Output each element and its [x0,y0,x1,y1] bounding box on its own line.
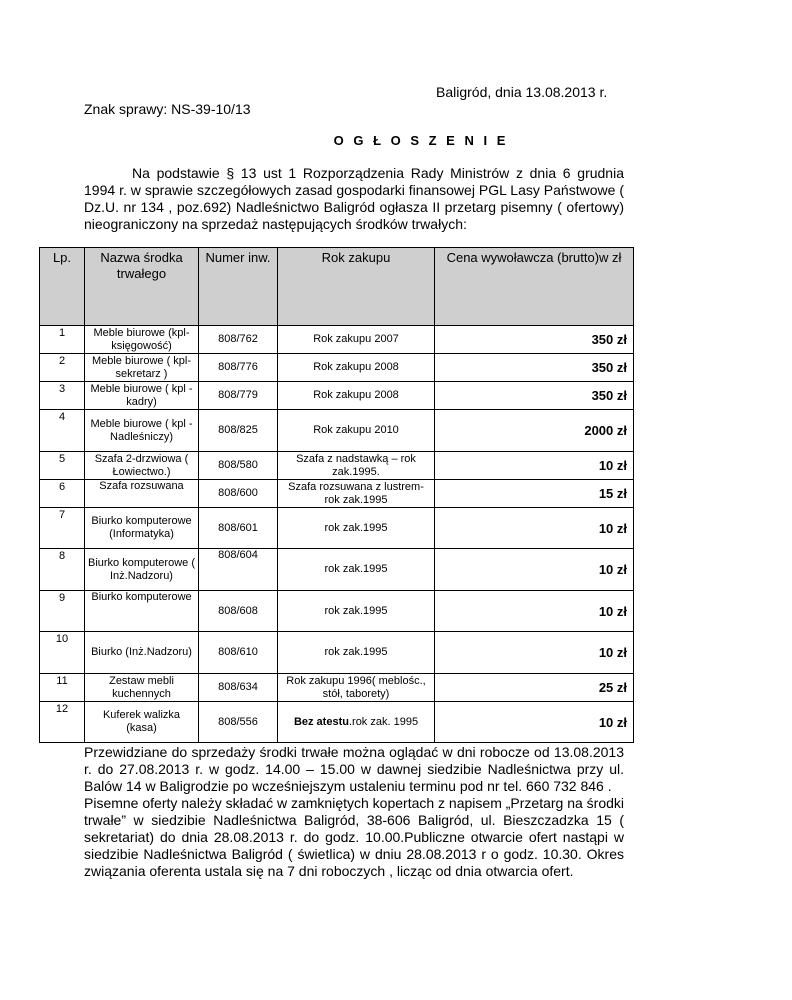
cell-name: Meble biurowe (kpl-księgowość) [85,326,199,354]
intro-paragraph: Na podstawie § 13 ust 1 Rozporządzenia Rady Ministrów z dnia 6 grudnia 1994 r. w sprawie szczegółowych zasad gospodarki finansowej PGL Lasy Państwowe ( Dz.U. nr 134 , poz.692) Nadleśnictwo Baligród ogłasza II przetarg pisemny ( ofertowy) nieograniczony na sprzedaż następujących środków trwałych: [84,165,624,232]
cell-name: Meble biurowe ( kpl- sekretarz ) [85,354,199,382]
cell-year: Rok zakupu 2008 [278,354,435,382]
cell-price: 350 zł [435,382,634,410]
case-number: Znak sprawy: NS-39-10/13 [84,101,251,117]
cell-year: Rok zakupu 2010 [278,410,435,452]
cell-name: Biurko (Inż.Nadzoru) [85,632,199,674]
cell-year: rok zak.1995 [278,591,435,632]
cell-inventory-number: 808/600 [199,480,278,508]
cell-inventory-number: 808/610 [199,632,278,674]
cell-price: 15 zł [435,480,634,508]
cell-inventory-number: 808/604 [199,549,278,591]
cell-name: Kuferek walizka (kasa) [85,702,199,743]
closing-text [84,744,624,880]
cell-price: 10 zł [435,508,634,549]
cell-price: 350 zł [435,354,634,382]
cell-lp: 2 [40,354,85,382]
cell-lp: 10 [40,632,85,674]
cell-year: rok zak.1995 [278,508,435,549]
cell-name: Biurko komputerowe ( Inż.Nadzoru) [85,549,199,591]
header-lp: Lp. [40,248,85,326]
table-row [40,480,634,508]
cell-price: 10 zł [435,632,634,674]
cell-price: 10 zł [435,591,634,632]
header-name: Nazwa środka trwałego [85,248,199,326]
cell-inventory-number: 808/556 [199,702,278,743]
assets-table [39,247,634,743]
cell-inventory-number: 808/580 [199,452,278,480]
cell-name: Biurko komputerowe [85,591,199,632]
cell-inventory-number: 808/825 [199,410,278,452]
cell-lp: 12 [40,702,85,743]
cell-name: Biurko komputerowe (Informatyka) [85,508,199,549]
cell-lp: 9 [40,591,85,632]
cell-price: 25 zł [435,674,634,702]
table-row [40,674,634,702]
cell-year: Rok zakupu 2007 [278,326,435,354]
table-row [40,632,634,674]
cell-lp: 3 [40,382,85,410]
header-inventory-number: Numer inw. [199,248,278,326]
cell-inventory-number: 808/601 [199,508,278,549]
cell-price: 10 zł [435,452,634,480]
cell-year: rok zak.1995 [278,632,435,674]
no-certificate-note: Bez atestu [293,715,349,728]
cell-year: rok zak.1995 [278,549,435,591]
cell-name: Szafa rozsuwana [85,480,199,508]
cell-inventory-number: 808/779 [199,382,278,410]
cell-price: 10 zł [435,549,634,591]
cell-inventory-number: 808/608 [199,591,278,632]
cell-name: Zestaw mebli kuchennych [85,674,199,702]
offers-info-paragraph: Pisemne oferty należy składać w zamkniętych kopertach z napisem „Przetarg na środki trwałe” w siedzibie Nadleśnictwa Baligród, 38-606 Baligród, ul. Bieszczadzka 15 ( sekretariat) do dnia 28.08.2013 r. do godz. 10.00.Publiczne otwarcie ofert nastąpi w siedzibie Nadleśnictwa Baligród ( świetlica) w dniu 28.08.2013 r o godz. 10.30. Okres związania oferenta ustala się na 7 dni roboczych , licząc od dnia otwarcia ofert. [84,795,625,879]
place-and-date: Baligród, dnia 13.08.2013 r. [436,84,608,100]
cell-lp: 11 [40,674,85,702]
cell-name: Meble biurowe ( kpl - Nadleśniczy) [85,410,199,452]
table-row [40,410,634,452]
table-row [40,452,634,480]
table-row [40,549,634,591]
table-row [40,354,634,382]
cell-lp: 4 [40,410,85,452]
table-row [40,382,634,410]
table-row [40,326,634,354]
cell-year: Szafa z nadstawką – rok zak.1995. [278,452,435,480]
cell-year [278,702,435,743]
cell-year: Rok zakupu 1996( meblośc., stół, taborety) [278,674,435,702]
cell-year: Rok zakupu 2008 [278,382,435,410]
cell-inventory-number: 808/776 [199,354,278,382]
cell-year: Szafa rozsuwana z lustrem-rok zak.1995 [278,480,435,508]
cell-year-text: .rok zak. 1995 [348,715,419,728]
cell-price: 10 zł [435,702,634,743]
cell-lp: 5 [40,452,85,480]
cell-name: Szafa 2-drzwiowa ( Łowiectwo.) [85,452,199,480]
table-row [40,508,634,549]
cell-lp: 6 [40,480,85,508]
table-row [40,702,634,743]
cell-lp: 7 [40,508,85,549]
table-header-row [40,248,634,326]
cell-price: 2000 zł [435,410,634,452]
document-title: O G Ł O S Z E N I E [333,133,509,148]
header-starting-price: Cena wywoławcza (brutto)w zł [435,248,634,326]
cell-inventory-number: 808/762 [199,326,278,354]
cell-name: Meble biurowe ( kpl - kadry) [85,382,199,410]
viewing-info-paragraph: Przewidziane do sprzedaży środki trwałe można oglądać w dni robocze od 13.08.2013 r. do 27.08.2013 r. w godz. 14.00 – 15.00 w dawnej siedzibie Nadleśnictwa przy ul. Balów 14 w Baligrodzie po wcześniejszym ustaleniu terminu pod nr tel. 660 732 846 . [84,744,624,794]
table-row [40,591,634,632]
cell-lp: 1 [40,326,85,354]
header-purchase-year: Rok zakupu [278,248,435,326]
cell-lp: 8 [40,549,85,591]
cell-inventory-number: 808/634 [199,674,278,702]
cell-price: 350 zł [435,326,634,354]
